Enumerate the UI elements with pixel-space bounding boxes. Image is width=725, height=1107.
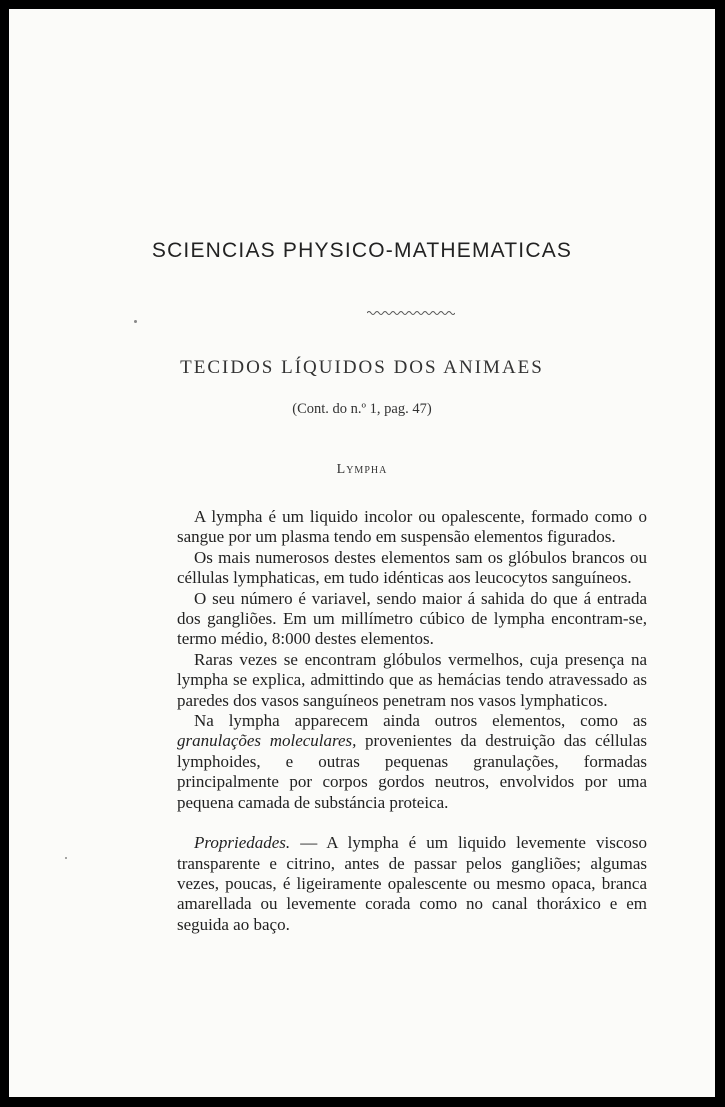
paragraph-text: Na lympha apparecem ainda outros elementos, como as — [194, 711, 647, 731]
article-body — [177, 507, 647, 935]
continuation-note: (Cont. do n.º 1, pag. 47) — [292, 401, 432, 417]
paragraph: O seu número é variavel, sendo maior á sahida do que á entrada dos gangliões. Em um millímetro cúbico de lympha encontram-se, termo médio, 8:000 destes elementos. — [177, 588, 647, 649]
article-title: TECIDOS LÍQUIDOS DOS ANIMAES — [180, 357, 544, 378]
paragraph-text: provenientes da destruição das céllulas lymphoides, e outras pequenas granulações, formadas principalmente por corpos gordos neutros, envolvidos por uma pequena camada de substáncia proteica. — [177, 731, 647, 812]
section-title: SCIENCIAS PHYSICO-MATHEMATICAS — [151, 239, 573, 262]
page-speck — [134, 320, 137, 323]
properties-paragraph — [177, 833, 647, 935]
paragraph: Os mais numerosos destes elementos sam os glóbulos brancos ou céllulas lymphaticas, em tudo idénticas aos leucocytos sanguíneos. — [177, 547, 647, 588]
paragraph: A lympha é um liquido incolor ou opalescente, formado como o sangue por um plasma tendo em suspensão elementos figurados. — [177, 507, 647, 547]
page-speck — [65, 857, 67, 859]
paragraph: Raras vezes se encontram glóbulos vermelhos, cuja presença na lympha se explica, admittindo que as hemácias tendo atravessado as paredes dos vasos sanguíneos penetram nos vasos lymphaticos. — [177, 649, 647, 710]
subheading: Lympha — [336, 462, 388, 477]
page — [9, 9, 715, 1097]
italic-term: granulações moleculares, — [177, 731, 357, 751]
paragraph — [177, 711, 647, 813]
decorative-rule — [367, 309, 455, 317]
properties-text: — A lympha é um liquido levemente viscoso transparente e citrino, antes de passar pelos gangliões; algumas vezes, poucas, é ligeiramente opalescente ou mesmo opaca, branca amarellada ou levemente corada como no canal thoráxico e em seguida ao baço. — [177, 833, 647, 934]
properties-label: Propriedades. — [194, 833, 291, 853]
